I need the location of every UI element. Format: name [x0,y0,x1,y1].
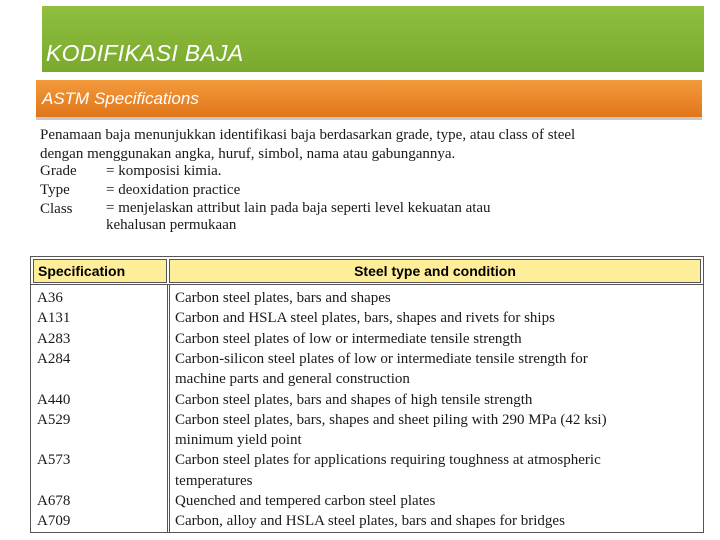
spec-code: A284 [37,350,71,367]
spec-code: A36 [37,290,63,306]
intro-paragraph [40,126,575,164]
spec-code: A131 [37,310,71,327]
definition-term: Grade [40,163,77,179]
title-banner [42,6,704,72]
intro-line-2: dengan menggunakan angka, huruf, simbol, nama atau gabungannya. [40,146,456,162]
steel-description: temperatures [175,472,253,489]
header-steel-type: Steel type and condition [169,259,701,283]
section-title: ASTM Specifications [42,89,199,108]
intro-line-1: Penamaan baja menunjukkan identifikasi baja berdasarkan grade, type, atau class of steel [40,127,576,143]
steel-description: machine parts and general construction [175,371,410,388]
spec-code: A440 [37,391,71,408]
divider [36,117,702,120]
spec-code: A283 [37,330,71,347]
definition-desc-line-2: kehalusan permukaan [106,217,237,233]
spec-code: A678 [37,493,71,509]
subtitle-banner [36,80,702,117]
definition-desc: = deoxidation practice [106,182,241,198]
steel-description: Carbon and HSLA steel plates, bars, shapes and rivets for ships [175,310,555,327]
definition-desc [106,200,491,234]
steel-description: minimum yield point [175,432,302,449]
spec-code: A529 [37,411,71,428]
steel-description: Carbon steel plates, bars, shapes and sheet piling with 290 MPa (42 ksi) [175,411,607,428]
steel-description: Carbon steel plates of low or intermediate tensile strength [175,330,522,347]
spec-code: A573 [37,452,71,469]
steel-description: Carbon-silicon steel plates of low or intermediate tensile strength for [175,350,588,367]
steel-description: Carbon steel plates, bars and shapes of high tensile strength [175,391,533,408]
header-specification: Specification [33,259,167,283]
steel-description: Carbon steel plates for applications requiring toughness at atmospheric [175,452,601,469]
astm-spec-table [30,256,704,533]
header-divider [31,284,703,285]
column-divider [167,285,168,532]
definition-desc-line-1: = menjelaskan attribut lain pada baja seperti level kekuatan atau [106,200,491,216]
column-divider [169,285,170,532]
steel-description: Carbon steel plates, bars and shapes [175,290,391,306]
definition-term: Class [40,201,73,217]
definition-desc: = komposisi kimia. [106,163,222,179]
definition-term: Type [40,182,70,198]
steel-description: Carbon, alloy and HSLA steel plates, bars and shapes for bridges [175,513,565,530]
page-title: KODIFIKASI BAJA [46,40,244,66]
spec-code: A709 [37,513,71,530]
steel-description: Quenched and tempered carbon steel plates [175,493,436,509]
